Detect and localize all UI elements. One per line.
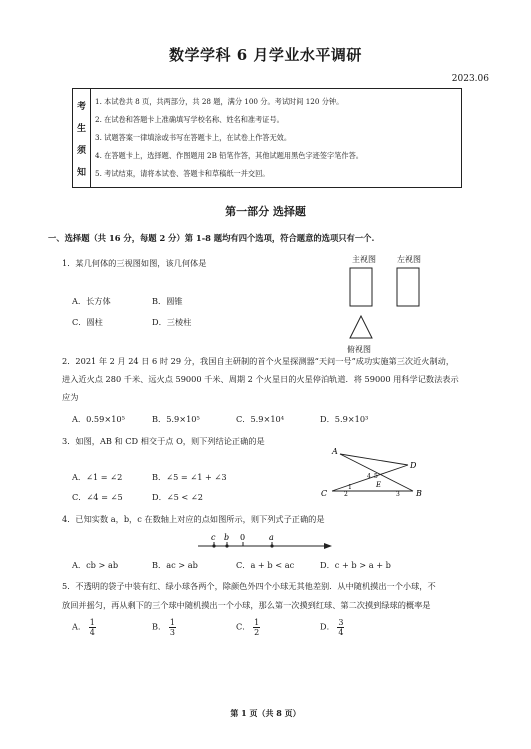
- angle-4-label: 4: [367, 473, 371, 480]
- option-label: C．: [236, 621, 251, 632]
- fraction-numerator: 1: [89, 618, 95, 627]
- question-4-option-c: C．a + b < ac: [236, 560, 295, 570]
- notice-line: 5. 考试结束，请将本试卷、答题卡和草稿纸一并交回。: [95, 169, 270, 178]
- question-2-line: 2．2021 年 2 月 24 日 6 时 29 分，我国自主研制的首个火星探测器“天问一号”成功实施第三次近火制动，: [62, 356, 455, 366]
- question-4-option-d: D．c + b > a + b: [320, 560, 391, 570]
- fraction-numerator: 1: [254, 618, 260, 627]
- question-1-option-b: B．圆锥: [152, 296, 183, 306]
- question-2-line: 进入近火点 280 千米、远火点 59000 千米、周期 2 个火星日的火星停泊轨道．将 59000 用科学记数法表示: [62, 374, 459, 384]
- question-2-option-a: A．0.59×10⁵: [72, 414, 125, 424]
- point-c-label: C: [321, 489, 328, 498]
- notice-line: 1. 本试卷共 8 页，共两部分，共 28 题，满分 100 分。考试时间 120 分钟。: [95, 97, 344, 106]
- notice-line: 3. 试题答案一律填涂或书写在答题卡上，在试卷上作答无效。: [95, 133, 292, 142]
- question-5-option-c: [236, 618, 260, 637]
- question-3-option-b: B．∠5 = ∠1 + ∠3: [152, 472, 227, 482]
- fraction-denominator: 2: [254, 628, 260, 637]
- number-line-figure: [196, 530, 336, 556]
- fraction-denominator: 3: [169, 628, 175, 637]
- notice-line: 4. 在答题卡上，选择题、作图题用 2B 铅笔作答，其他试题用黑色字迹签字笔作答。: [95, 151, 363, 160]
- section-heading: 一、选择题（共 16 分，每题 2 分）第 1-8 题均有四个选项，符合题意的选项只有一个.: [48, 233, 375, 243]
- notice-side-char: 生: [77, 124, 87, 134]
- angle-2-label: 2: [344, 491, 348, 498]
- page-title: 数学学科 6 月学业水平调研: [169, 46, 362, 64]
- fraction: [169, 618, 176, 637]
- question-5-line: 放回并摇匀，再从剩下的三个球中随机摸出一个小球，那么第一次摸到红球、第二次摸到绿球的概率是: [62, 600, 431, 610]
- point-b-label: B: [416, 489, 422, 498]
- question-3-option-a: A．∠1 = ∠2: [72, 472, 123, 482]
- angle-1-label: 1: [348, 484, 352, 491]
- point-d-label: D: [410, 461, 417, 470]
- question-2-option-b: B．5.9×10⁵: [152, 414, 200, 424]
- view-label-left: 左视图: [397, 255, 421, 264]
- option-label: D．: [320, 621, 335, 632]
- fraction-denominator: 4: [338, 628, 344, 637]
- three-view-figure: [340, 262, 440, 342]
- angle-3-label: 3: [396, 491, 400, 498]
- angle-figure: [318, 440, 428, 502]
- axis-label-b: b: [224, 533, 230, 542]
- question-1-option-c: C．圆柱: [72, 317, 103, 327]
- question-3-stem: 3．如图，AB 和 CD 相交于点 O，则下列结论正确的是: [62, 436, 265, 446]
- fraction-numerator: 3: [338, 618, 344, 627]
- notice-side-char: 须: [77, 146, 87, 156]
- notice-side-char: 考: [77, 102, 87, 112]
- view-label-main: 主视图: [352, 255, 376, 264]
- part-title: 第一部分 选择题: [225, 205, 306, 218]
- question-1-option-a: A．长方体: [72, 296, 111, 306]
- fraction: [337, 618, 344, 637]
- fraction: [253, 618, 260, 637]
- fraction-denominator: 4: [89, 628, 95, 637]
- axis-label-a: a: [269, 533, 274, 542]
- question-1-stem: 1．某几何体的三视图如图，该几何体是: [62, 258, 207, 268]
- question-4-option-b: B．ac > ab: [152, 560, 198, 570]
- page-footer: 第 1 页（共 8 页）: [230, 708, 301, 718]
- question-4-option-a: A．cb > ab: [72, 560, 119, 570]
- notice-line: 2. 在试卷和答题卡上准确填写学校名称、姓名和准考证号。: [95, 115, 284, 124]
- notice-side-char: 知: [77, 168, 87, 178]
- point-a-dot: [270, 544, 273, 547]
- question-3-option-c: C．∠4 = ∠5: [72, 492, 123, 502]
- main-view-rect: [350, 268, 372, 306]
- view-label-top: 俯视图: [347, 345, 371, 354]
- question-2-option-d: D．5.9×10³: [320, 414, 369, 424]
- option-label: B．: [152, 621, 167, 632]
- top-view-triangle: [350, 316, 372, 338]
- question-5-line: 5．不透明的袋子中装有红、绿小球各两个，除颜色外四个小球无其他差别．从中随机摸出一个小球，不: [62, 581, 436, 591]
- question-4-stem: 4．已知实数 a，b，c 在数轴上对应的点如图所示，则下列式子正确的是: [62, 514, 325, 524]
- exam-date: 2023.06: [451, 74, 489, 84]
- number-line-arrow-icon: [324, 543, 332, 549]
- question-5-option-d: [320, 618, 344, 637]
- point-e-label: E: [376, 481, 382, 489]
- point-a-label: A: [332, 447, 338, 456]
- point-c-dot: [212, 544, 215, 547]
- option-label: A．: [72, 621, 87, 632]
- notice-box: [72, 88, 462, 188]
- point-b-dot: [225, 544, 228, 547]
- question-2-option-c: C．5.9×10⁴: [236, 414, 285, 424]
- notice-side-label: [73, 89, 91, 187]
- fraction-numerator: 1: [169, 618, 175, 627]
- question-1-option-d: D．三棱柱: [152, 317, 192, 327]
- question-5-option-a: [72, 618, 96, 637]
- question-2-line: 应为: [62, 392, 79, 402]
- question-5-option-b: [152, 618, 176, 637]
- axis-label-zero: 0: [240, 533, 246, 542]
- question-3-option-d: D．∠5 < ∠2: [152, 492, 203, 502]
- angle-5-label: 5: [374, 473, 378, 480]
- axis-label-c: c: [211, 533, 216, 542]
- left-view-rect: [397, 268, 419, 306]
- fraction: [89, 618, 96, 637]
